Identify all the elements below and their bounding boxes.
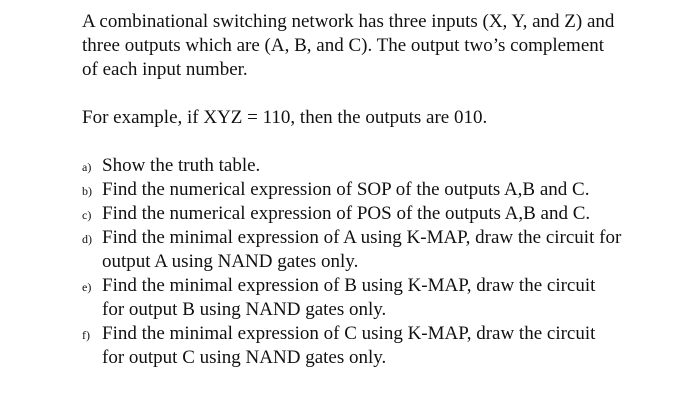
question-item-b	[82, 178, 622, 202]
question-letter: e)	[82, 280, 92, 294]
question-item-f	[82, 322, 622, 370]
question-letter: a)	[82, 160, 92, 174]
intro-paragraph: A combinational switching network has three inputs (X, Y, and Z) and three outputs which are (A, B, and C). The output two’s complement of each input number.	[82, 11, 615, 80]
question-item-a	[82, 154, 622, 178]
question-item-e	[82, 274, 622, 322]
question-item-c	[82, 202, 622, 226]
question-letter: d)	[82, 232, 92, 246]
question-item-d	[82, 226, 622, 274]
question-list	[82, 154, 622, 370]
question-text: Show the truth table.	[102, 155, 261, 176]
example-paragraph: For example, if XYZ = 110, then the outputs are 010.	[82, 107, 488, 128]
question-text: Find the numerical expression of POS of the outputs A,B and C.	[102, 203, 591, 224]
question-text: Find the numerical expression of SOP of the outputs A,B and C.	[102, 179, 590, 200]
question-letter: f)	[82, 328, 90, 342]
question-text: Find the minimal expression of A using K-MAP, draw the circuit for output A using NAND gates only.	[102, 227, 622, 272]
question-text: Find the minimal expression of B using K-MAP, draw the circuit for output B using NAND gates only.	[102, 275, 596, 320]
question-text: Find the minimal expression of C using K-MAP, draw the circuit for output C using NAND gates only.	[102, 323, 596, 368]
question-letter: c)	[82, 208, 92, 222]
question-letter: b)	[82, 184, 92, 198]
problem-statement	[82, 10, 622, 370]
